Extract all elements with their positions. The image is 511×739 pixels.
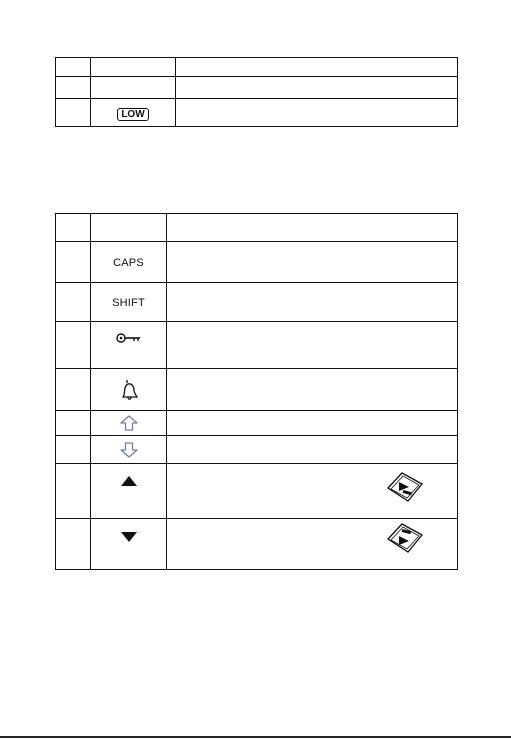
table-cell (56, 322, 91, 369)
up-triangle-icon (120, 475, 138, 487)
page-down-badge-icon (385, 521, 425, 555)
table-cell (91, 77, 176, 99)
indicator-table-2 (55, 213, 458, 570)
table-cell (56, 464, 91, 519)
caps-indicator: CAPS (113, 257, 144, 269)
table-row (56, 519, 458, 570)
page-up-badge-icon (385, 470, 425, 504)
table-row (56, 242, 458, 283)
table-cell (56, 99, 91, 127)
table-cell (91, 369, 167, 411)
table-cell (91, 322, 167, 369)
down-triangle-icon (120, 531, 138, 543)
table-cell (167, 519, 458, 570)
table-cell (167, 464, 458, 519)
table-row (56, 99, 458, 127)
up-arrow-outline-icon (120, 415, 138, 431)
table-cell (91, 464, 167, 519)
table-row (56, 322, 458, 369)
table-cell (91, 214, 167, 242)
table-cell (167, 411, 458, 436)
table-cell (176, 58, 458, 77)
page-bottom-rule (0, 736, 511, 738)
table-cell (56, 58, 91, 77)
table-cell (56, 519, 91, 570)
table-cell (91, 411, 167, 436)
table-cell (167, 369, 458, 411)
table-cell (176, 77, 458, 99)
table-cell (56, 283, 91, 322)
table-row (56, 436, 458, 464)
table-cell (91, 436, 167, 464)
down-arrow-outline-icon (120, 442, 138, 458)
table-cell (176, 99, 458, 127)
table-row (56, 283, 458, 322)
bell-icon (120, 379, 138, 401)
table-cell (56, 436, 91, 464)
table-cell (167, 214, 458, 242)
table-row (56, 411, 458, 436)
key-icon (116, 332, 142, 344)
table-row (56, 214, 458, 242)
table-cell (56, 214, 91, 242)
table-cell (91, 283, 167, 322)
indicator-table-1 (55, 57, 458, 127)
table-cell (91, 519, 167, 570)
shift-indicator: SHIFT (112, 297, 145, 309)
table-cell (91, 99, 176, 127)
table-cell (167, 436, 458, 464)
table-cell (56, 242, 91, 283)
table-row (56, 58, 458, 77)
table-row (56, 464, 458, 519)
table-cell (167, 283, 458, 322)
table-cell (56, 77, 91, 99)
table-cell (167, 242, 458, 283)
battery-low-icon: LOW (117, 108, 148, 121)
table-row (56, 369, 458, 411)
table-row (56, 77, 458, 99)
table-cell (91, 58, 176, 77)
table-cell (56, 411, 91, 436)
table-cell (91, 242, 167, 283)
table-cell (167, 322, 458, 369)
table-cell (56, 369, 91, 411)
